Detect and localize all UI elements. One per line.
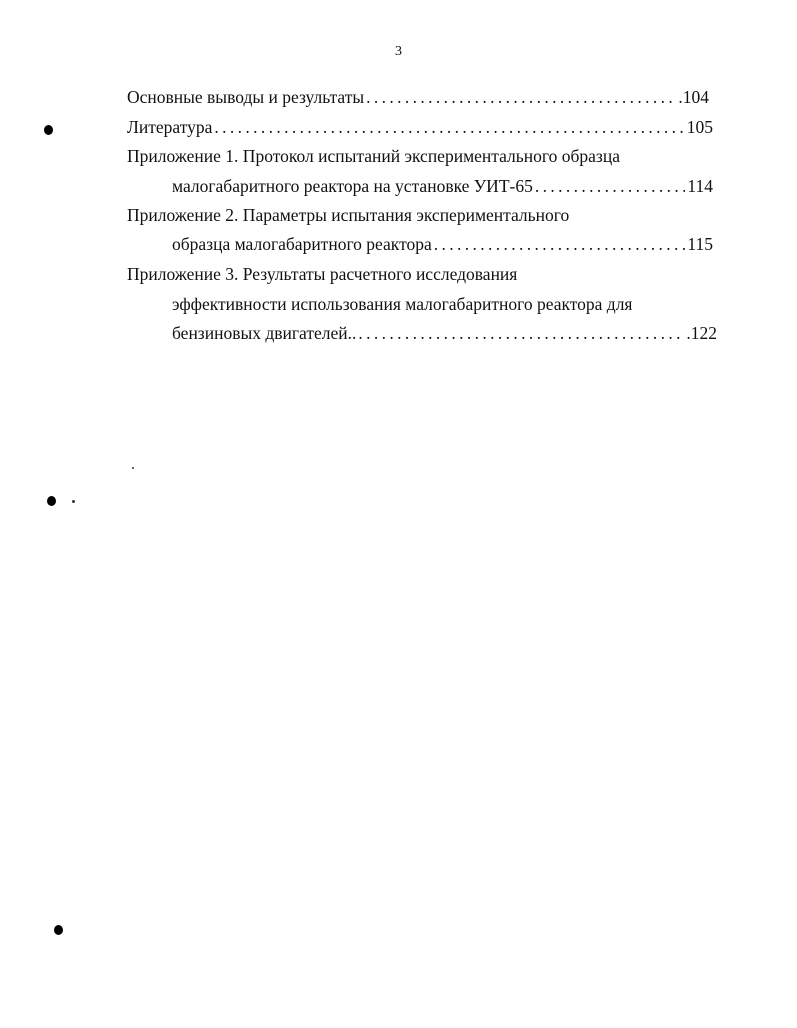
page-number: 3 <box>395 44 402 59</box>
toc-entry-appendix-1-line1[interactable]: Приложение 1. Протокол испытаний экспериментального образца <box>127 146 620 166</box>
binder-hole-mark <box>44 125 53 135</box>
toc-entry-page: .104 <box>678 87 709 107</box>
toc-entry-title: образца малогабаритного реактора <box>172 234 432 254</box>
binder-hole-mark <box>47 496 56 506</box>
toc-entry-title: малогабаритного реактора на установке УИТ-65 <box>172 176 533 196</box>
scan-speck <box>72 500 75 503</box>
toc-entry-appendix-2[interactable] <box>172 233 713 255</box>
toc-leader-dots <box>366 86 676 108</box>
toc-leader-dots <box>358 322 684 344</box>
toc-entry-appendix-2-line1[interactable]: Приложение 2. Параметры испытания экспериментального <box>127 205 570 225</box>
toc-leader-dots <box>214 116 684 138</box>
toc-leader-dots <box>535 175 686 197</box>
toc-entry-literature[interactable] <box>127 116 713 138</box>
toc-leader-dots <box>434 233 686 255</box>
toc-entry-page: .122 <box>686 323 717 343</box>
toc-entry-appendix-3[interactable] <box>172 322 717 344</box>
toc-entry-title: Основные выводы и результаты <box>127 87 365 107</box>
scan-speck <box>132 467 134 469</box>
toc-entry-title: бензиновых двигателей.. <box>172 323 357 343</box>
binder-hole-mark <box>54 925 63 935</box>
toc-entry-page: 115 <box>687 234 713 254</box>
toc-entry-conclusions[interactable] <box>127 86 709 108</box>
toc-entry-appendix-3-line1[interactable]: Приложение 3. Результаты расчетного исследования <box>127 264 518 284</box>
toc-entry-appendix-3-line2[interactable]: эффективности использования малогабаритного реактора для <box>172 294 633 314</box>
toc-entry-appendix-1[interactable] <box>172 175 713 197</box>
toc-entry-title: Литература <box>127 117 213 137</box>
toc-entry-page: 114 <box>687 176 713 196</box>
toc-entry-page: 105 <box>686 117 713 137</box>
